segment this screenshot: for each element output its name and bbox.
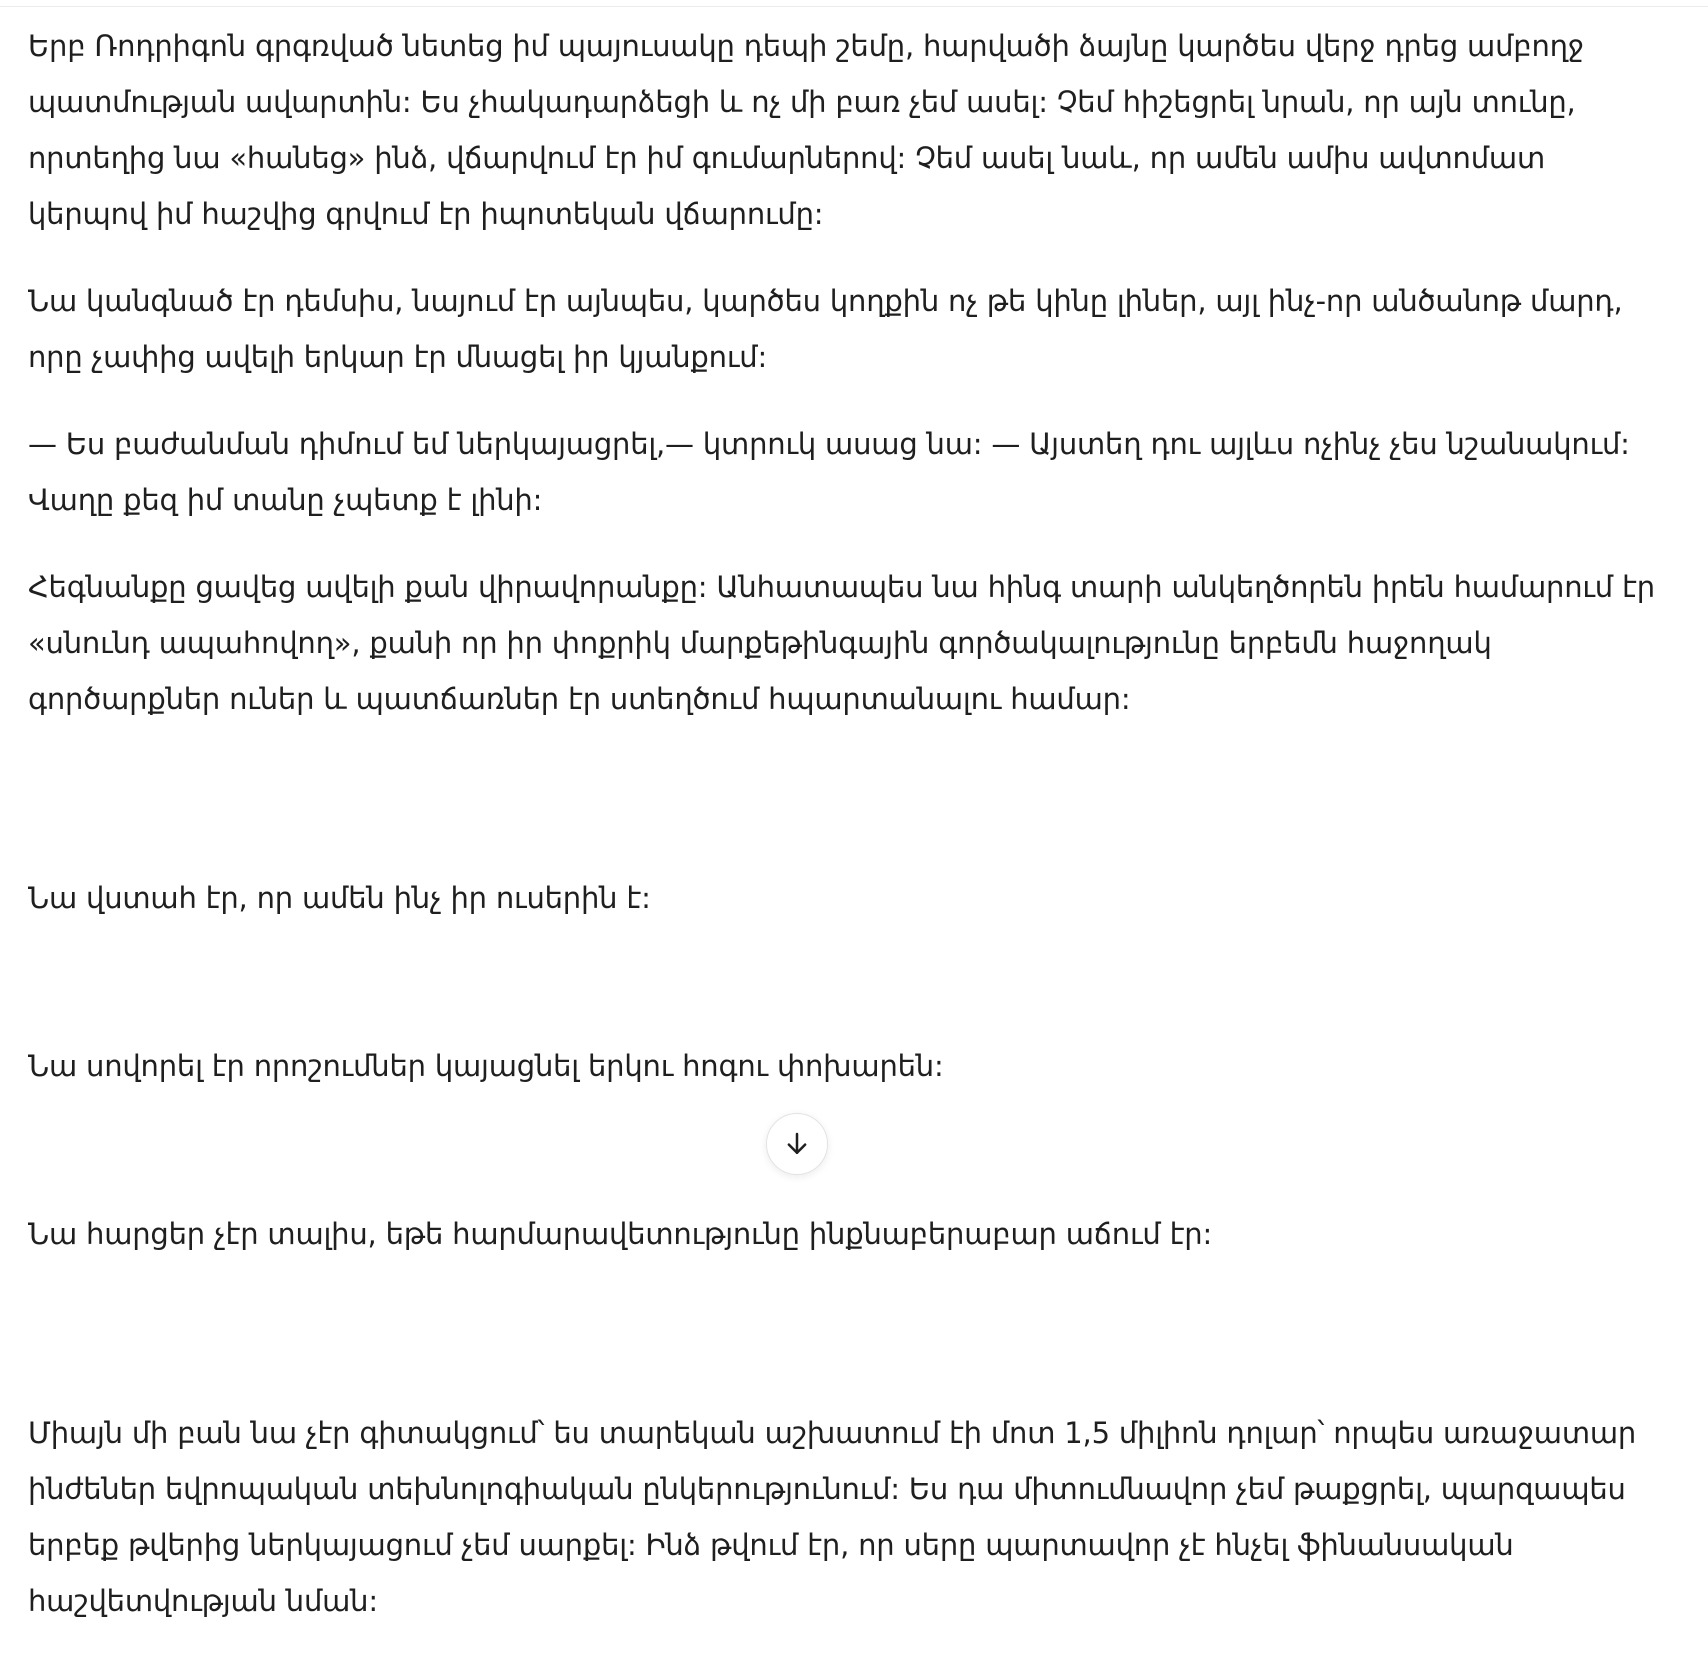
paragraph-1: Երբ Ռոդրիգոն գրգռված նետեց իմ պայուսակը դեպի շեմը, հարվածի ձայնը կարծես վերջ դրեց ամբողջ պատմության ավարտին: Ես չհակադարձեցի և ոչ մի բառ չեմ ասել: Չեմ հիշեցրել նրան, որ այն տունը, որտեղից նա «հանեց» ինձ, վճարվում էր իմ գումարներով: Չեմ ասել նաև, որ ամեն ամիս ավտոմատ կերպով իմ հաշվից գրվում էր իպոտեկան վճարումը: <box>28 29 1593 231</box>
stacked-line-3: Նա հարցեր չէր տալիս, եթե հարմարավետությունը ինքնաբերաբար աճում էր: <box>28 1217 1213 1251</box>
paragraph-final: Միայն մի բան նա չէր գիտակցում՝ ես տարեկան աշխատում էի մոտ 1,5 միլիոն դոլար՝ որպես առաջատար ինժեներ եվրոպական տեխնոլոգիական ընկերությունում: Ես դա միտումնավոր չեմ թաքցրել, պարզապես երբեք թվերից ներկայացում չեմ սարքել: Ինձ թվում էր, որ սերը պարտավոր չէ հնչել ֆինանսական հաշվետվության նման: <box>28 1416 1646 1618</box>
article-body <box>28 18 1668 1660</box>
paragraph-4: Հեգնանքը ցավեց ավելի քան վիրավորանքը: Անհատապես նա հինգ տարի անկեղծորեն իրեն համարում էր «սնունդ ապահովող», քանի որ իր փոքրիկ մարքեթինգային գործակալությունը երբեմն հաջողակ գործարքներ ուներ և պատճառներ էր ստեղծում հպարտանալու համար: <box>28 570 1664 716</box>
top-divider <box>0 0 1708 7</box>
paragraph-3: — Ես բաժանման դիմում եմ ներկայացրել,— կտրուկ ասաց նա: — Այստեղ դու այլևս ոչինչ չես նշանակում: Վաղը քեզ իմ տանը չպետք է լինի: <box>28 427 1639 517</box>
scroll-to-bottom-button[interactable] <box>766 1113 828 1175</box>
stacked-lines <box>28 758 1668 1374</box>
stacked-line-2: Նա սովորել էր որոշումներ կայացնել երկու հոգու փոխարեն: <box>28 1049 944 1083</box>
stacked-line-1: Նա վստահ էր, որ ամեն ինչ իր ուսերին է: <box>28 881 651 915</box>
paragraph-2: Նա կանգնած էր դեմսիս, նայում էր այնպես, կարծես կողքին ոչ թե կինը լիներ, այլ ինչ-որ անծանոթ մարդ, որը չափից ավելի երկար էր մնացել իր կյանքում: <box>28 284 1632 374</box>
arrow-down-icon <box>782 1129 812 1159</box>
